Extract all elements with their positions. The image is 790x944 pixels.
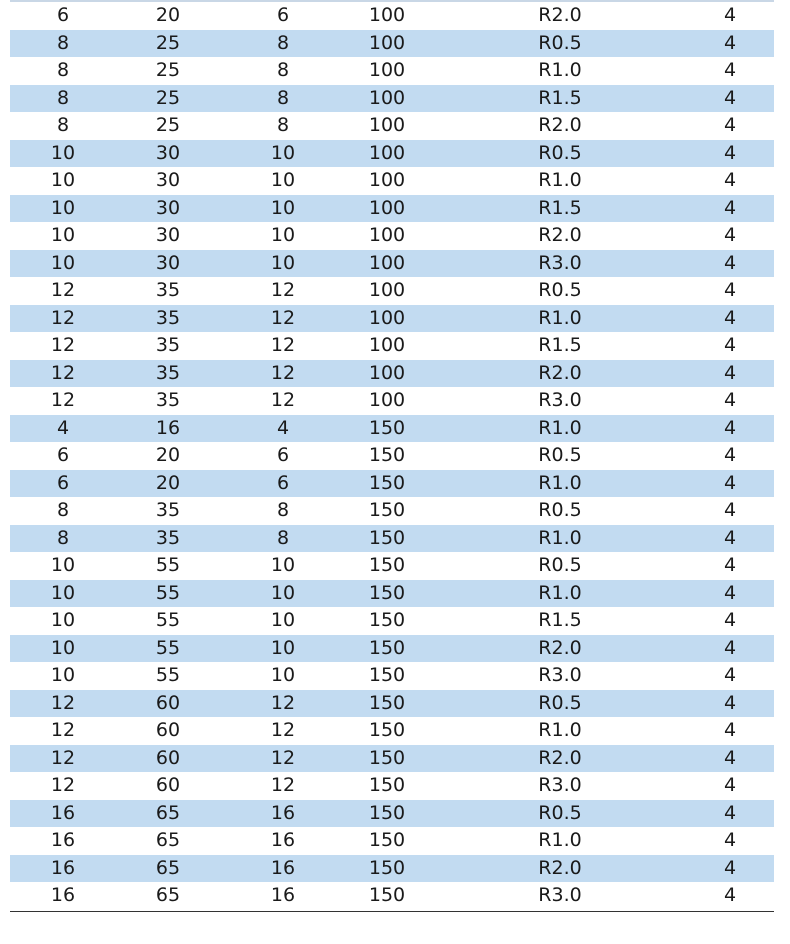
table-cell: 65 (155, 829, 181, 851)
table-cell: 65 (155, 801, 181, 824)
table-cell: R1.5 (538, 334, 582, 356)
table-cell: 8 (276, 31, 290, 54)
table-row (10, 497, 774, 525)
table-cell: 4 (723, 801, 737, 824)
table-row (10, 442, 774, 470)
table-cell: 10 (270, 196, 296, 219)
table-cell: 4 (723, 829, 737, 851)
table-cell: 10 (270, 636, 296, 659)
table-cell: 30 (155, 169, 181, 191)
table-cell: 10 (270, 581, 296, 604)
table-cell: 6 (56, 444, 70, 466)
table-cell: R0.5 (538, 31, 582, 54)
table-cell: 16 (50, 829, 76, 851)
table-cell: 4 (723, 526, 737, 549)
table-cell: 12 (50, 746, 76, 769)
table-cell: 20 (155, 444, 181, 466)
table-cell: R0.5 (538, 499, 582, 521)
table-cell: 55 (155, 581, 181, 604)
table-cell: 35 (155, 306, 181, 329)
table-cell: 60 (155, 719, 181, 741)
table-cell: 10 (50, 664, 76, 686)
table-cell: 150 (368, 636, 406, 659)
table-cell: 35 (155, 526, 181, 549)
table-cell: R2.0 (538, 636, 582, 659)
table-cell: 25 (155, 114, 181, 136)
table-cell: R2.0 (538, 856, 582, 879)
spec-table (10, 0, 774, 912)
table-row (10, 387, 774, 415)
table-cell: 30 (155, 224, 181, 246)
table-cell: 4 (723, 334, 737, 356)
table-cell: 100 (368, 114, 406, 136)
table-cell: 35 (155, 499, 181, 521)
table-cell: 16 (270, 801, 296, 824)
table-cell: 100 (368, 224, 406, 246)
table-cell: 10 (270, 664, 296, 686)
table-body (10, 2, 774, 910)
table-cell: 100 (368, 389, 406, 411)
table-cell: 55 (155, 554, 181, 576)
table-row (10, 525, 774, 553)
table-cell: 8 (276, 59, 290, 81)
table-cell: 12 (270, 746, 296, 769)
table-cell: 8 (56, 499, 70, 521)
table-row (10, 195, 774, 223)
table-cell: 10 (270, 554, 296, 576)
table-cell: 65 (155, 884, 181, 906)
table-cell: 10 (50, 636, 76, 659)
table-row (10, 85, 774, 113)
table-cell: 150 (368, 416, 406, 439)
table-cell: 4 (723, 691, 737, 714)
table-cell: 100 (368, 306, 406, 329)
table-cell: 12 (50, 279, 76, 301)
table-cell: 10 (270, 609, 296, 631)
table-cell: 35 (155, 279, 181, 301)
table-cell: 100 (368, 31, 406, 54)
table-cell: 10 (50, 169, 76, 191)
table-cell: 10 (50, 141, 76, 164)
table-cell: 4 (723, 361, 737, 384)
table-row (10, 57, 774, 85)
table-row (10, 662, 774, 690)
table-cell: 10 (50, 251, 76, 274)
table-cell: R1.0 (538, 59, 582, 81)
table-row (10, 745, 774, 773)
table-cell: 4 (723, 581, 737, 604)
table-cell: 12 (50, 306, 76, 329)
table-cell: R3.0 (538, 251, 582, 274)
table-cell: 8 (56, 86, 70, 109)
table-row (10, 855, 774, 883)
table-cell: 4 (723, 444, 737, 466)
table-row (10, 222, 774, 250)
table-cell: 4 (723, 499, 737, 521)
table-cell: 4 (723, 856, 737, 879)
table-cell: 25 (155, 86, 181, 109)
table-row (10, 277, 774, 305)
table-row (10, 415, 774, 443)
table-cell: 16 (50, 856, 76, 879)
table-cell: 30 (155, 196, 181, 219)
table-cell: 10 (50, 224, 76, 246)
table-cell: R1.0 (538, 416, 582, 439)
table-cell: 10 (270, 141, 296, 164)
table-cell: 150 (368, 609, 406, 631)
table-row (10, 580, 774, 608)
table-cell: 12 (270, 719, 296, 741)
table-cell: 60 (155, 691, 181, 714)
table-cell: 8 (276, 526, 290, 549)
table-cell: 8 (276, 114, 290, 136)
table-cell: 100 (368, 279, 406, 301)
table-cell: 35 (155, 334, 181, 356)
table-cell: R2.0 (538, 4, 582, 26)
table-cell: 150 (368, 801, 406, 824)
table-cell: R1.0 (538, 829, 582, 851)
table-cell: 4 (723, 471, 737, 494)
table-cell: 25 (155, 59, 181, 81)
table-cell: 12 (270, 774, 296, 796)
table-cell: R1.0 (538, 581, 582, 604)
table-cell: 150 (368, 581, 406, 604)
table-cell: 6 (276, 471, 290, 494)
table-cell: R2.0 (538, 114, 582, 136)
table-cell: 4 (723, 664, 737, 686)
table-cell: 55 (155, 636, 181, 659)
table-cell: 10 (270, 251, 296, 274)
table-cell: 12 (50, 691, 76, 714)
table-cell: R1.0 (538, 471, 582, 494)
table-cell: 100 (368, 251, 406, 274)
table-cell: 6 (56, 471, 70, 494)
table-cell: 16 (270, 829, 296, 851)
table-cell: 10 (50, 196, 76, 219)
table-cell: 10 (50, 554, 76, 576)
table-cell: 60 (155, 774, 181, 796)
table-cell: R2.0 (538, 746, 582, 769)
table-cell: 100 (368, 4, 406, 26)
table-cell: 12 (270, 306, 296, 329)
table-cell: 12 (270, 389, 296, 411)
table-cell: R2.0 (538, 361, 582, 384)
table-cell: 4 (723, 141, 737, 164)
table-cell: R1.0 (538, 306, 582, 329)
table-cell: 4 (723, 746, 737, 769)
table-row (10, 607, 774, 635)
table-row (10, 827, 774, 855)
table-cell: R1.0 (538, 719, 582, 741)
table-cell: 150 (368, 691, 406, 714)
table-cell: 4 (723, 636, 737, 659)
table-cell: 150 (368, 526, 406, 549)
table-cell: 150 (368, 444, 406, 466)
table-cell: 12 (270, 279, 296, 301)
table-cell: R3.0 (538, 884, 582, 906)
table-row (10, 140, 774, 168)
table-cell: 4 (276, 416, 290, 439)
table-row (10, 360, 774, 388)
table-cell: 16 (270, 884, 296, 906)
table-cell: 4 (723, 389, 737, 411)
table-cell: 4 (723, 306, 737, 329)
table-cell: R0.5 (538, 444, 582, 466)
table-cell: 4 (723, 196, 737, 219)
table-cell: 150 (368, 664, 406, 686)
table-cell: 100 (368, 196, 406, 219)
table-cell: 12 (270, 361, 296, 384)
table-row (10, 2, 774, 30)
table-cell: 4 (723, 4, 737, 26)
table-cell: 16 (270, 856, 296, 879)
table-cell: 30 (155, 141, 181, 164)
table-row (10, 305, 774, 333)
table-cell: 6 (56, 4, 70, 26)
table-cell: 4 (723, 719, 737, 741)
table-row (10, 800, 774, 828)
table-cell: 100 (368, 141, 406, 164)
table-cell: 4 (56, 416, 70, 439)
table-cell: 8 (56, 114, 70, 136)
table-cell: 150 (368, 884, 406, 906)
table-cell: 4 (723, 114, 737, 136)
table-cell: 100 (368, 169, 406, 191)
table-cell: 8 (56, 31, 70, 54)
table-cell: 100 (368, 86, 406, 109)
table-cell: R0.5 (538, 801, 582, 824)
table-cell: 35 (155, 389, 181, 411)
table-cell: R3.0 (538, 774, 582, 796)
table-cell: R0.5 (538, 279, 582, 301)
table-cell: 8 (56, 59, 70, 81)
table-cell: 30 (155, 251, 181, 274)
table-cell: 8 (56, 526, 70, 549)
table-cell: 4 (723, 279, 737, 301)
table-cell: 100 (368, 361, 406, 384)
table-cell: R3.0 (538, 389, 582, 411)
table-cell: 150 (368, 471, 406, 494)
table-cell: 4 (723, 884, 737, 906)
table-cell: 12 (270, 334, 296, 356)
table-cell: 4 (723, 86, 737, 109)
table-cell: 10 (50, 609, 76, 631)
table-row (10, 167, 774, 195)
table-cell: 150 (368, 746, 406, 769)
table-cell: R2.0 (538, 224, 582, 246)
table-cell: 12 (270, 691, 296, 714)
table-cell: 65 (155, 856, 181, 879)
table-cell: R1.0 (538, 526, 582, 549)
table-cell: 55 (155, 664, 181, 686)
table-cell: R0.5 (538, 554, 582, 576)
table-cell: 150 (368, 774, 406, 796)
table-cell: 6 (276, 4, 290, 26)
table-row (10, 332, 774, 360)
table-cell: 10 (270, 169, 296, 191)
table-cell: 4 (723, 416, 737, 439)
table-row (10, 635, 774, 663)
table-bottom-rule (10, 911, 774, 912)
table-row (10, 552, 774, 580)
table-cell: 16 (155, 416, 181, 439)
table-row (10, 882, 774, 910)
table-row (10, 772, 774, 800)
table-cell: R1.0 (538, 169, 582, 191)
table-cell: 20 (155, 4, 181, 26)
table-cell: 150 (368, 719, 406, 741)
table-cell: 4 (723, 169, 737, 191)
table-cell: 6 (276, 444, 290, 466)
table-cell: 150 (368, 554, 406, 576)
table-cell: 4 (723, 224, 737, 246)
table-cell: 4 (723, 609, 737, 631)
table-cell: 25 (155, 31, 181, 54)
table-cell: R1.5 (538, 86, 582, 109)
table-cell: 12 (50, 774, 76, 796)
table-cell: 4 (723, 774, 737, 796)
table-cell: 150 (368, 856, 406, 879)
table-cell: 12 (50, 334, 76, 356)
table-cell: 12 (50, 719, 76, 741)
table-row (10, 717, 774, 745)
table-row (10, 470, 774, 498)
table-row (10, 112, 774, 140)
table-row (10, 250, 774, 278)
table-cell: 10 (270, 224, 296, 246)
table-cell: 150 (368, 829, 406, 851)
table-row (10, 690, 774, 718)
table-cell: 8 (276, 499, 290, 521)
table-cell: 55 (155, 609, 181, 631)
table-cell: 4 (723, 31, 737, 54)
table-cell: R0.5 (538, 141, 582, 164)
table-cell: 16 (50, 884, 76, 906)
table-cell: 4 (723, 554, 737, 576)
table-cell: 150 (368, 499, 406, 521)
table-cell: 16 (50, 801, 76, 824)
table-cell: R1.5 (538, 196, 582, 219)
table-cell: 35 (155, 361, 181, 384)
table-cell: 4 (723, 59, 737, 81)
table-cell: 8 (276, 86, 290, 109)
table-cell: R3.0 (538, 664, 582, 686)
table-cell: 20 (155, 471, 181, 494)
table-cell: 100 (368, 334, 406, 356)
table-row (10, 30, 774, 58)
table-cell: 12 (50, 389, 76, 411)
table-cell: 12 (50, 361, 76, 384)
table-cell: 100 (368, 59, 406, 81)
table-cell: 10 (50, 581, 76, 604)
table-cell: R1.5 (538, 609, 582, 631)
table-cell: 4 (723, 251, 737, 274)
table-cell: R0.5 (538, 691, 582, 714)
table-cell: 60 (155, 746, 181, 769)
